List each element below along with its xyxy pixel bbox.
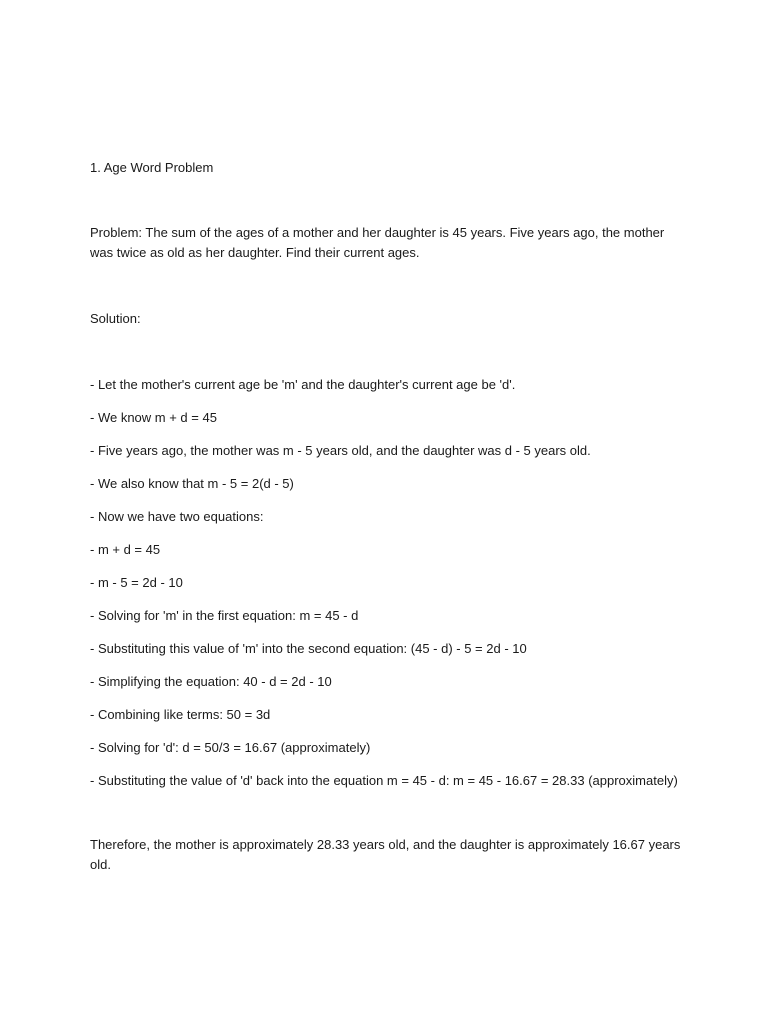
solution-step: - Solving for 'd': d = 50/3 = 16.67 (approximately) [90,740,371,755]
solution-step: - We also know that m - 5 = 2(d - 5) [90,476,294,491]
solution-step: - m - 5 = 2d - 10 [90,575,183,590]
solution-steps [90,375,710,804]
conclusion-paragraph: Therefore, the mother is approximately 28.33 years old, and the daughter is approximately 16.67 years old. [90,837,681,872]
solution-step: - m + d = 45 [90,542,161,557]
solution-step: - Simplifying the equation: 40 - d = 2d - 10 [90,674,332,689]
solution-label: Solution: [90,311,141,326]
solution-step: - Combining like terms: 50 = 3d [90,707,271,722]
solution-step: - We know m + d = 45 [90,410,217,425]
solution-step: - Let the mother's current age be 'm' and the daughter's current age be 'd'. [90,377,516,392]
solution-step: - Five years ago, the mother was m - 5 years old, and the daughter was d - 5 years old. [90,443,591,458]
solution-step: - Substituting the value of 'd' back into the equation m = 45 - d: m = 45 - 16.67 = 28.33 (approximately) [90,773,678,788]
solution-step: - Now we have two equations: [90,509,264,524]
problem-statement: Problem: The sum of the ages of a mother and her daughter is 45 years. Five years ago, the mother was twice as old as her daughter. Find their current ages. [90,225,665,260]
solution-step: - Solving for 'm' in the first equation: m = 45 - d [90,608,359,623]
solution-step: - Substituting this value of 'm' into the second equation: (45 - d) - 5 = 2d - 10 [90,641,527,656]
page-title: 1. Age Word Problem [90,160,214,175]
